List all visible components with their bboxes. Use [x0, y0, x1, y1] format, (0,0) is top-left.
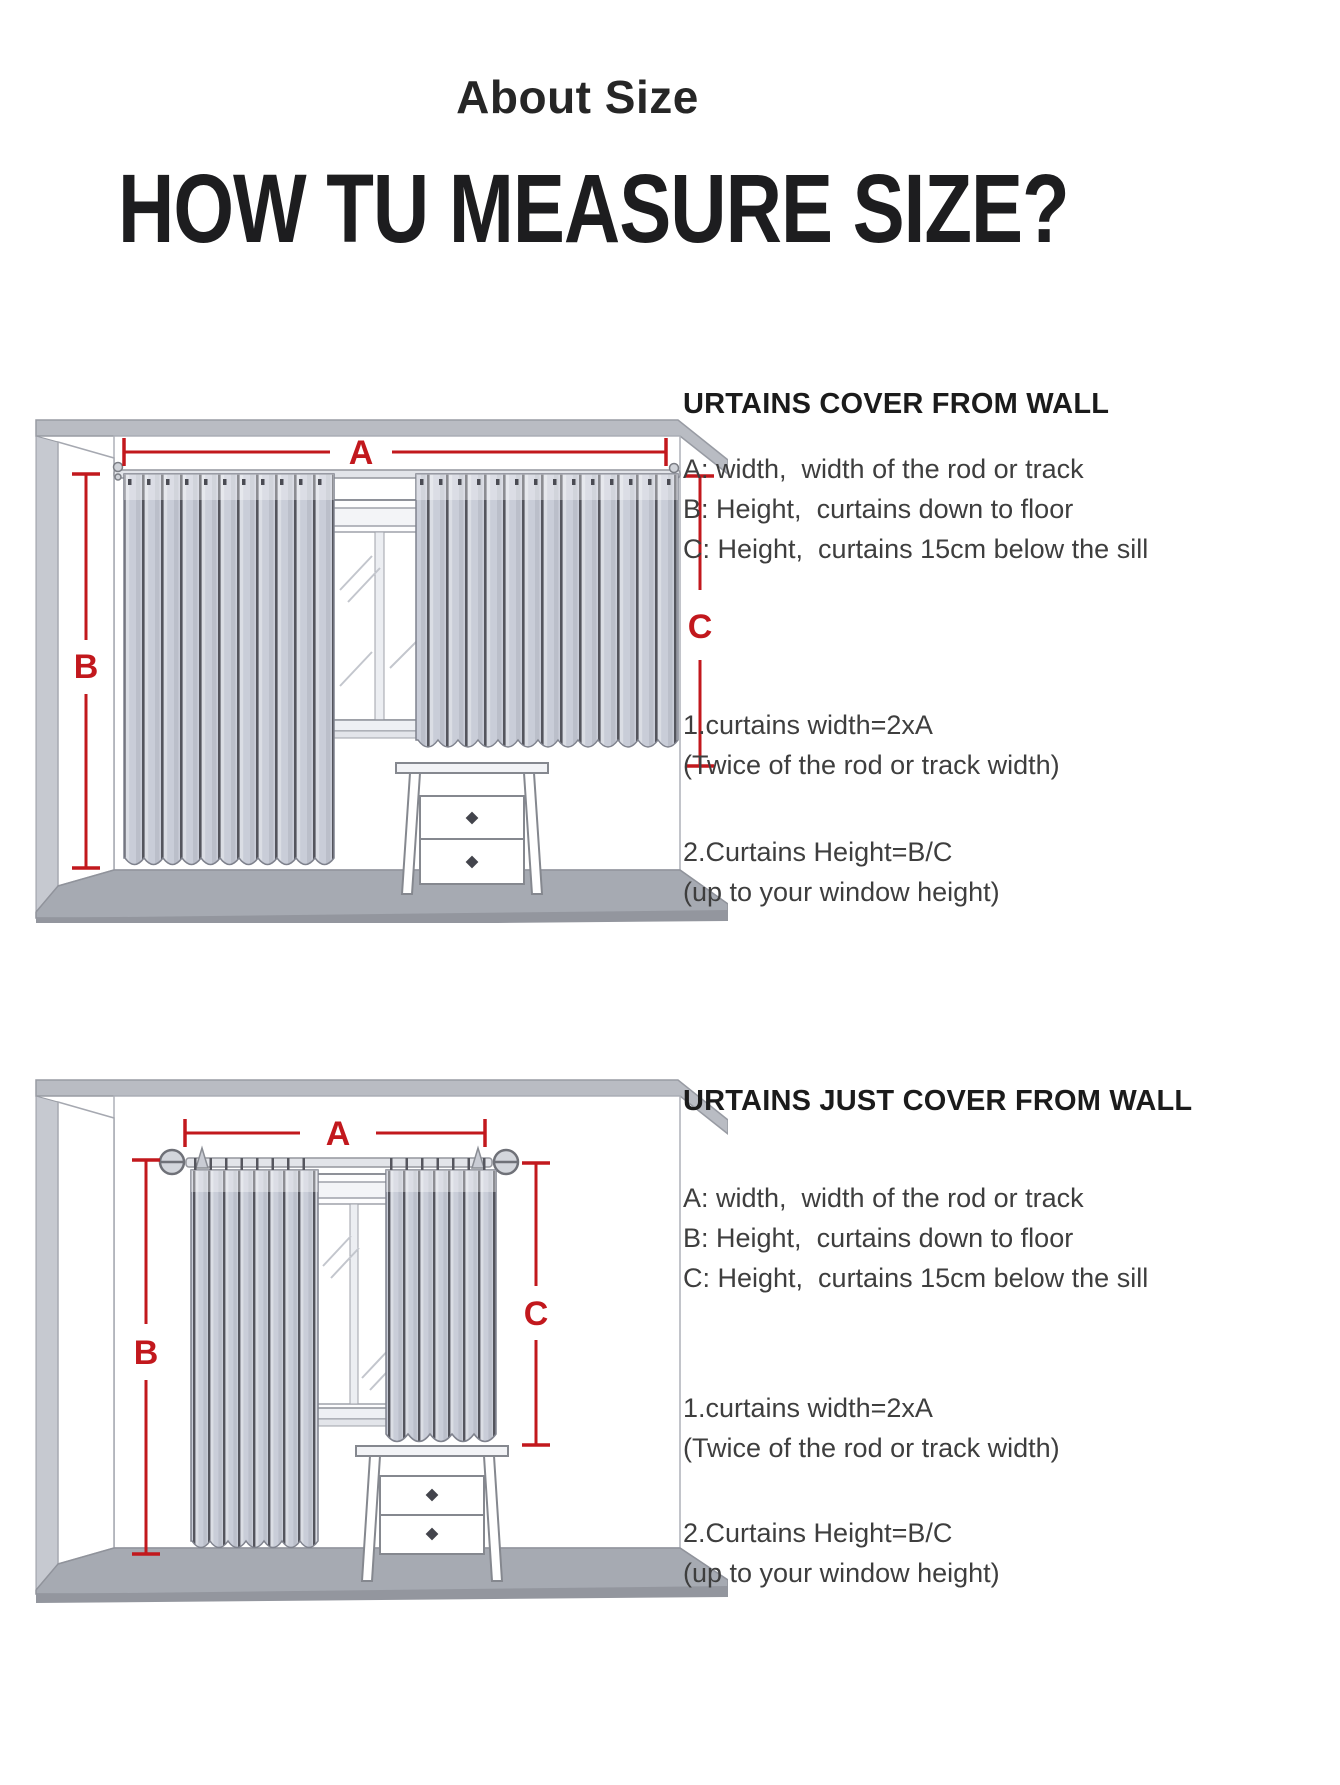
rod-finial-left: [114, 463, 123, 472]
dimension-label-a: A: [348, 434, 374, 472]
section-1-heading: URTAINS COVER FROM WALL: [683, 388, 1110, 420]
section-2-definitions: [683, 1178, 1148, 1298]
curtain-right-sill-length: [386, 1164, 496, 1442]
dimension-label-c: C: [523, 1295, 549, 1333]
dimension-label-b: B: [133, 1334, 159, 1372]
dimension-label-c: C: [687, 608, 713, 646]
rod-finial-right: [670, 464, 679, 473]
definition-b: B: Height, curtains down to floor: [683, 1223, 1074, 1253]
definition-b: B: Height, curtains down to floor: [683, 494, 1074, 524]
curtain-left-floor-length: [191, 1164, 318, 1548]
diagram-curtains-cover-from-wall: [28, 418, 728, 923]
definition-a: A: width, width of the rod or track: [683, 454, 1084, 484]
section-2-formula-height: 2.Curtains Height=B/C (up to your window height): [683, 1518, 1000, 1588]
definition-c: C: Height, curtains 15cm below the sill: [683, 1263, 1149, 1293]
room-floor: [36, 1548, 728, 1603]
curtain-left-floor-length: [124, 474, 334, 865]
section-2-formula-width: 1.curtains width=2xA (Twice of the rod or track width): [683, 1393, 1060, 1463]
section-1-formula-width: 1.curtains width=2xA (Twice of the rod or track width): [683, 710, 1060, 780]
dimension-label-a: A: [325, 1115, 351, 1153]
page-subtitle: About Size: [456, 71, 699, 123]
section-2-heading: URTAINS JUST COVER FROM WALL: [683, 1085, 1193, 1117]
page-title: HOW TU MEASURE SIZE?: [118, 153, 1069, 264]
definition-c: C: Height, curtains 15cm below the sill: [683, 534, 1149, 564]
diagram-curtains-just-cover-from-wall: [28, 1078, 728, 1623]
section-1-formula-height: 2.Curtains Height=B/C (up to your window height): [683, 837, 1000, 907]
definition-a: A: width, width of the rod or track: [683, 1183, 1084, 1213]
curtain-right-sill-length: [416, 474, 678, 747]
room-floor: [36, 870, 728, 923]
dimension-label-b: B: [73, 648, 99, 686]
section-1-definitions: [683, 449, 1148, 569]
